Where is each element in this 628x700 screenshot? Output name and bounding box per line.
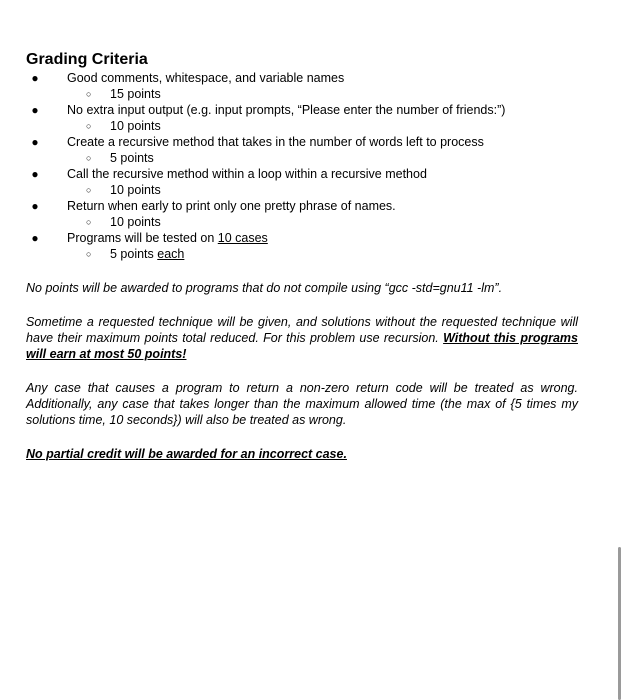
criterion-text: Return when early to print only one pretty phrase of names. xyxy=(67,199,396,213)
circle-bullet-icon: ○ xyxy=(86,153,92,163)
bullet-icon: ● xyxy=(31,199,39,213)
technique-note-text: Sometime a requested technique will be given, and solutions without the requested technique will have their maximum points total reduced. For this problem use recursion. xyxy=(26,315,578,345)
vertical-scrollbar[interactable] xyxy=(618,547,621,700)
circle-bullet-icon: ○ xyxy=(86,185,92,195)
criterion-text: Good comments, whitespace, and variable names xyxy=(67,71,345,85)
technique-note xyxy=(26,314,578,362)
circle-bullet-icon: ○ xyxy=(86,121,92,131)
grading-criteria-heading: Grading Criteria xyxy=(26,51,148,68)
circle-bullet-icon: ○ xyxy=(86,217,92,227)
criteria-list xyxy=(26,70,578,262)
bullet-icon: ● xyxy=(31,103,39,117)
wrong-case-note: Any case that causes a program to return a non-zero return code will be treated as wrong. Additionally, any case that takes longer than the maximum allowed time (the max of {5 times my solutions time, 10 seconds}) will also be treated as wrong. xyxy=(26,381,578,427)
compile-note: No points will be awarded to programs that do not compile using “gcc -std=gnu11 -lm”. xyxy=(26,281,503,295)
criterion-item xyxy=(26,166,578,198)
criterion-points: 10 points xyxy=(110,183,161,197)
document-content xyxy=(26,50,578,462)
bullet-icon: ● xyxy=(31,71,39,85)
criterion-text: Call the recursive method within a loop within a recursive method xyxy=(67,167,427,181)
bullet-icon: ● xyxy=(31,167,39,181)
criterion-points: 5 points xyxy=(110,151,154,165)
partial-credit-note: No partial credit will be awarded for an incorrect case. xyxy=(26,447,347,461)
criterion-item xyxy=(26,70,578,102)
criterion-item xyxy=(26,102,578,134)
criterion-points: 10 points xyxy=(110,215,161,229)
circle-bullet-icon: ○ xyxy=(86,89,92,99)
bullet-icon: ● xyxy=(31,231,39,245)
criterion-text: Create a recursive method that takes in the number of words left to process xyxy=(67,135,484,149)
criterion-points: 5 points xyxy=(110,247,158,261)
criterion-points: 10 points xyxy=(110,119,161,133)
criterion-item xyxy=(26,230,578,262)
criterion-points-underlined: each xyxy=(157,247,185,261)
bullet-icon: ● xyxy=(31,135,39,149)
circle-bullet-icon: ○ xyxy=(86,249,92,259)
technique-note-emphasis: Without this programs will earn at most 50 points! xyxy=(26,331,578,361)
criterion-text-underlined: 10 cases xyxy=(217,231,268,245)
criterion-item xyxy=(26,198,578,230)
criterion-points: 15 points xyxy=(110,87,161,101)
criterion-text: No extra input output (e.g. input prompts, “Please enter the number of friends:”) xyxy=(67,103,506,117)
criterion-text: Programs will be tested on xyxy=(67,231,218,245)
criterion-item xyxy=(26,134,578,166)
